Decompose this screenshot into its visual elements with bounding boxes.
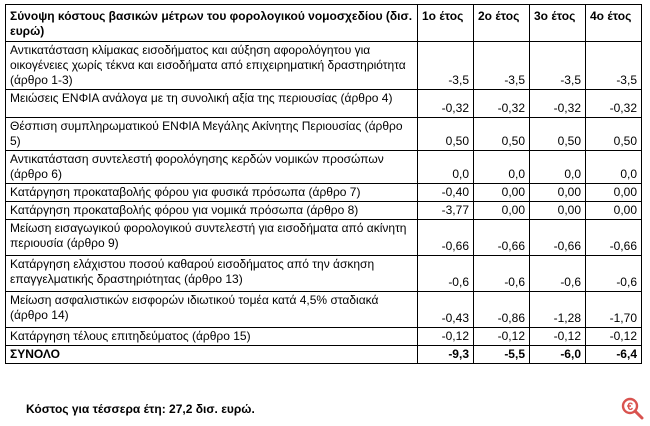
year-1-value: 0,50 bbox=[418, 118, 474, 151]
year-3-value: -0,66 bbox=[530, 220, 586, 256]
header-row bbox=[6, 5, 642, 42]
footnote: Κόστος για τέσσερα έτη: 27,2 δισ. ευρώ. bbox=[26, 402, 255, 416]
year-4-value: 0,50 bbox=[586, 118, 642, 151]
year-4-value: -1,70 bbox=[586, 292, 642, 328]
year-4-value: 0,00 bbox=[586, 184, 642, 202]
year-4-value: 0,0 bbox=[586, 151, 642, 184]
year-4-value: -3,5 bbox=[586, 42, 642, 90]
row-label: Θέσπιση συμπληρωματικού ΕΝΦΙΑ Μεγάλης Ακίνητης Περιουσίας (άρθρο 5) bbox=[6, 118, 418, 151]
year-1-value: -3,5 bbox=[418, 42, 474, 90]
header-year-4: 4ο έτος bbox=[586, 5, 642, 42]
row-label: Αντικατάσταση κλίμακας εισοδήματος και αύξηση αφορολόγητου για οικογένειες χωρίς τέκνα και εισοδήματα από επιχειρηματική δραστηριότητα (άρθρο 1-3) bbox=[6, 42, 418, 90]
year-3-value: -0,12 bbox=[530, 328, 586, 346]
total-year-2-value: -5,5 bbox=[474, 346, 530, 364]
table-row bbox=[6, 220, 642, 256]
year-4-value: -0,12 bbox=[586, 328, 642, 346]
year-4-value: -0,32 bbox=[586, 90, 642, 118]
year-3-value: 0,00 bbox=[530, 202, 586, 220]
year-3-value: 0,50 bbox=[530, 118, 586, 151]
table-row bbox=[6, 202, 642, 220]
year-2-value: -0,6 bbox=[474, 256, 530, 292]
table-row bbox=[6, 184, 642, 202]
year-1-value: -0,40 bbox=[418, 184, 474, 202]
table-row bbox=[6, 328, 642, 346]
svg-text:€: € bbox=[626, 401, 634, 413]
total-year-4-value: -6,4 bbox=[586, 346, 642, 364]
header-year-1: 1ο έτος bbox=[418, 5, 474, 42]
year-3-value: -3,5 bbox=[530, 42, 586, 90]
table-row bbox=[6, 256, 642, 292]
year-4-value: -0,6 bbox=[586, 256, 642, 292]
year-2-value: -0,86 bbox=[474, 292, 530, 328]
cost-summary-table bbox=[5, 4, 642, 364]
year-1-value: -0,66 bbox=[418, 220, 474, 256]
row-label: Μειώσεις ΕΝΦΙΑ ανάλογα με τη συνολική αξία της περιουσίας (άρθρο 4) bbox=[6, 90, 418, 118]
total-label: ΣΥΝΟΛΟ bbox=[6, 346, 418, 364]
year-2-value: 0,00 bbox=[474, 184, 530, 202]
year-1-value: -0,43 bbox=[418, 292, 474, 328]
year-1-value: -0,6 bbox=[418, 256, 474, 292]
year-2-value: -3,5 bbox=[474, 42, 530, 90]
row-label: Κατάργηση προκαταβολής φόρου για φυσικά πρόσωπα (άρθρο 7) bbox=[6, 184, 418, 202]
table-row bbox=[6, 90, 642, 118]
row-label: Κατάργηση τέλους επιτηδεύματος (άρθρο 15) bbox=[6, 328, 418, 346]
magnifier-logo-icon bbox=[620, 396, 644, 420]
row-label: Μείωση εισαγωγικού φορολογικού συντελεστή για εισοδήματα από ακίνητη περιουσία (άρθρο 9) bbox=[6, 220, 418, 256]
row-label: Αντικατάσταση συντελεστή φορολόγησης κερδών νομικών προσώπων (άρθρο 6) bbox=[6, 151, 418, 184]
year-1-value: -0,12 bbox=[418, 328, 474, 346]
table-row bbox=[6, 118, 642, 151]
year-4-value: 0,00 bbox=[586, 202, 642, 220]
table-row bbox=[6, 292, 642, 328]
year-3-value: 0,0 bbox=[530, 151, 586, 184]
year-2-value: 0,00 bbox=[474, 202, 530, 220]
year-3-value: -0,32 bbox=[530, 90, 586, 118]
year-3-value: -1,28 bbox=[530, 292, 586, 328]
year-1-value: -3,77 bbox=[418, 202, 474, 220]
year-2-value: -0,32 bbox=[474, 90, 530, 118]
row-label: Κατάργηση προκαταβολής φόρου για νομικά πρόσωπα (άρθρο 8) bbox=[6, 202, 418, 220]
total-year-3-value: -6,0 bbox=[530, 346, 586, 364]
year-1-value: 0,0 bbox=[418, 151, 474, 184]
year-2-value: 0,50 bbox=[474, 118, 530, 151]
year-3-value: 0,00 bbox=[530, 184, 586, 202]
total-year-1-value: -9,3 bbox=[418, 346, 474, 364]
row-label: Μείωση ασφαλιστικών εισφορών ιδιωτικού τομέα κατά 4,5% σταδιακά (άρθρο 14) bbox=[6, 292, 418, 328]
table-row bbox=[6, 42, 642, 90]
row-label: Κατάργηση ελάχιστου ποσού καθαρού εισοδήματος από την άσκηση επαγγελματικής δραστηριότητας (άρθρο 13) bbox=[6, 256, 418, 292]
total-row bbox=[6, 346, 642, 364]
table-row bbox=[6, 151, 642, 184]
year-1-value: -0,32 bbox=[418, 90, 474, 118]
header-year-2: 2ο έτος bbox=[474, 5, 530, 42]
header-year-3: 3ο έτος bbox=[530, 5, 586, 42]
year-4-value: -0,66 bbox=[586, 220, 642, 256]
year-3-value: -0,6 bbox=[530, 256, 586, 292]
year-2-value: 0,0 bbox=[474, 151, 530, 184]
header-description: Σύνοψη κόστους βασικών μέτρων του φορολογικού νομοσχεδίου (δισ. ευρώ) bbox=[6, 5, 418, 42]
year-2-value: -0,12 bbox=[474, 328, 530, 346]
year-2-value: -0,66 bbox=[474, 220, 530, 256]
